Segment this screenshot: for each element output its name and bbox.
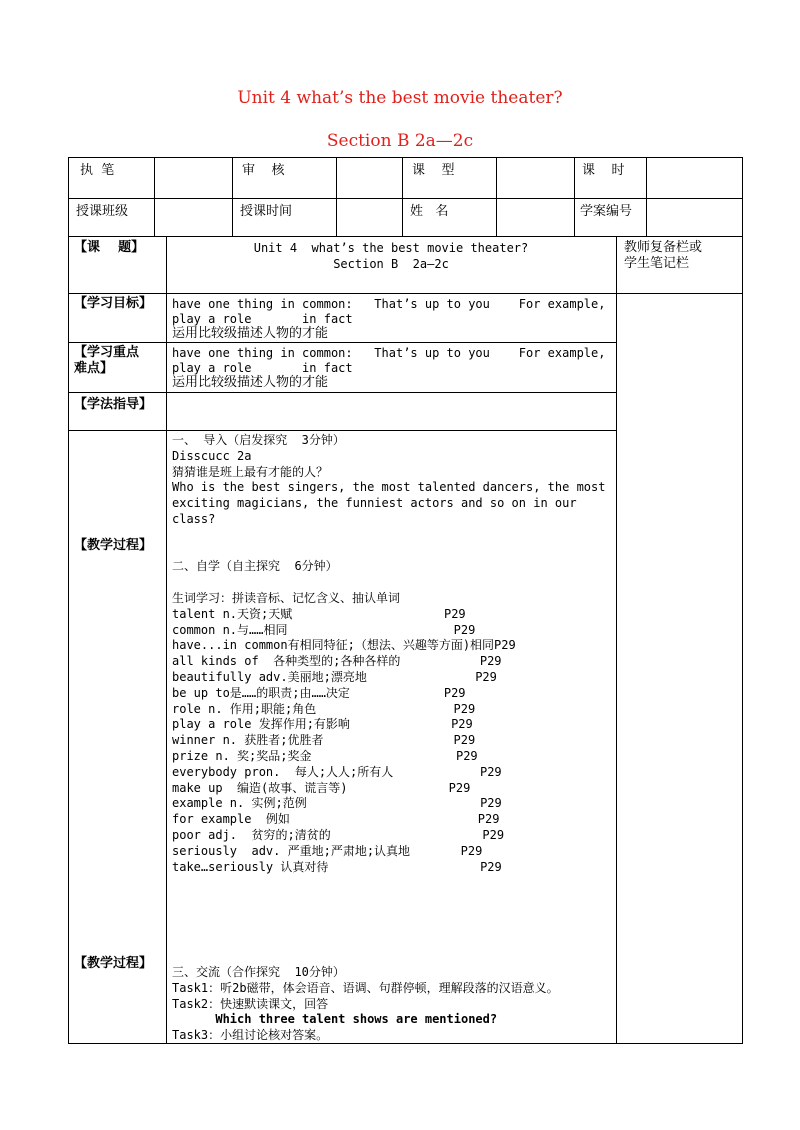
- topic-label: 【课 题】: [74, 240, 145, 255]
- process-content: [172, 433, 612, 875]
- process-line: [172, 544, 612, 560]
- header-writer-label: 执 笔: [80, 163, 115, 178]
- key-points-line: have one thing in common: That’s up to you For example,: [172, 346, 606, 360]
- objectives-line: 运用比较级描述人物的才能: [172, 326, 329, 341]
- method-label: 【学法指导】: [74, 397, 153, 412]
- process-line: Task3：小组讨论核对答案。: [172, 1028, 329, 1043]
- process-line: 二、自学（自主探究 6分钟）: [172, 559, 338, 574]
- process-line: Task2：快速默读课文，回答: [172, 996, 329, 1011]
- process-line: seriously adv. 严重地;严肃地;认真地 P29: [172, 843, 483, 858]
- document-title: Unit 4 what’s the best movie theater?: [237, 88, 563, 108]
- process-line: poor adj. 贫穷的;清贫的 P29: [172, 827, 505, 842]
- process-line: take…seriously 认真对待 P29: [172, 859, 502, 874]
- header-name-label: 姓 名: [410, 204, 449, 219]
- document-subtitle: Section B 2a—2c: [326, 131, 474, 151]
- process-line: be up to是……的职责;由……决定 P29: [172, 685, 466, 700]
- process-line: 一、 导入（启发探究 3分钟）: [172, 433, 345, 447]
- process-line: play a role 发挥作用;有影响 P29: [172, 717, 473, 732]
- objectives-line: have one thing in common: That’s up to you For example,: [172, 297, 606, 311]
- process-line: have...in common有相同特征;（想法、兴趣等方面)相同P29: [172, 638, 516, 653]
- topic-line-2: Section B 2a—2c: [333, 257, 449, 271]
- process-line: everybody pron. 每人;人人;所有人 P29: [172, 764, 502, 779]
- process-line: 生词学习：拼读音标、记忆含义、抽认单词: [172, 590, 401, 605]
- objectives-line: play a role in fact: [172, 312, 353, 326]
- topic-line-1: Unit 4 what’s the best movie theater?: [253, 241, 529, 255]
- process-line: 猜猜谁是班上最有才能的人？: [172, 464, 329, 479]
- header-period-label: 课 时: [582, 163, 625, 178]
- process-line: exciting magicians, the funniest actors and so on in our: [172, 496, 577, 511]
- process-line: beautifully adv.美丽地;漂亮地 P29: [172, 669, 497, 684]
- process-line: example n. 实例;范例 P29: [172, 796, 502, 811]
- process-line: common n.与……相同 P29: [172, 622, 476, 637]
- process-content-2: [172, 965, 612, 1044]
- process-line: for example 例如 P29: [172, 812, 500, 827]
- process-line: Who is the best singers, the most talented dancers, the most: [172, 480, 606, 495]
- header-type-label: 课 型: [412, 163, 455, 178]
- key-points-label-2: 难点】: [74, 361, 114, 376]
- process-line: [172, 528, 612, 544]
- notes-column-label-2: 学生笔记栏: [624, 256, 690, 271]
- objectives-label: 【学习目标】: [74, 296, 153, 311]
- process-label-2: 【教学过程】: [74, 956, 153, 971]
- key-points-line: play a role in fact: [172, 361, 353, 375]
- process-line: winner n. 获胜者;优胜者 P29: [172, 733, 476, 748]
- process-line: talent n.天资;天赋 P29: [172, 606, 466, 621]
- process-line: prize n. 奖;奖品;奖金 P29: [172, 748, 478, 763]
- key-points-line: 运用比较级描述人物的才能: [172, 375, 329, 390]
- process-line: class?: [172, 511, 216, 526]
- process-line: Which three talent shows are mentioned?: [172, 1012, 498, 1027]
- process-line: Task1：听2b磁带，体会语音、语调、句群停顿，理解段落的汉语意义。: [172, 980, 559, 995]
- process-label: 【教学过程】: [74, 538, 153, 553]
- process-line: 三、交流（合作探究 10分钟）: [172, 965, 345, 979]
- header-reviewer-label: 审 核: [242, 163, 285, 178]
- process-line: role n. 作用;职能;角色 P29: [172, 701, 476, 716]
- header-class-label: 授课班级: [76, 204, 129, 219]
- process-line: make up 编造(故事、谎言等) P29: [172, 780, 471, 795]
- notes-column-label-1: 教师复备栏或: [624, 240, 703, 255]
- process-line: Disscucc 2a: [172, 448, 252, 463]
- process-line: [172, 575, 612, 591]
- header-time-label: 授课时间: [240, 204, 293, 219]
- header-plan-no-label: 学案编号: [580, 204, 633, 219]
- key-points-label-1: 【学习重点: [74, 345, 140, 360]
- process-line: all kinds of 各种类型的;各种各样的 P29: [172, 654, 502, 669]
